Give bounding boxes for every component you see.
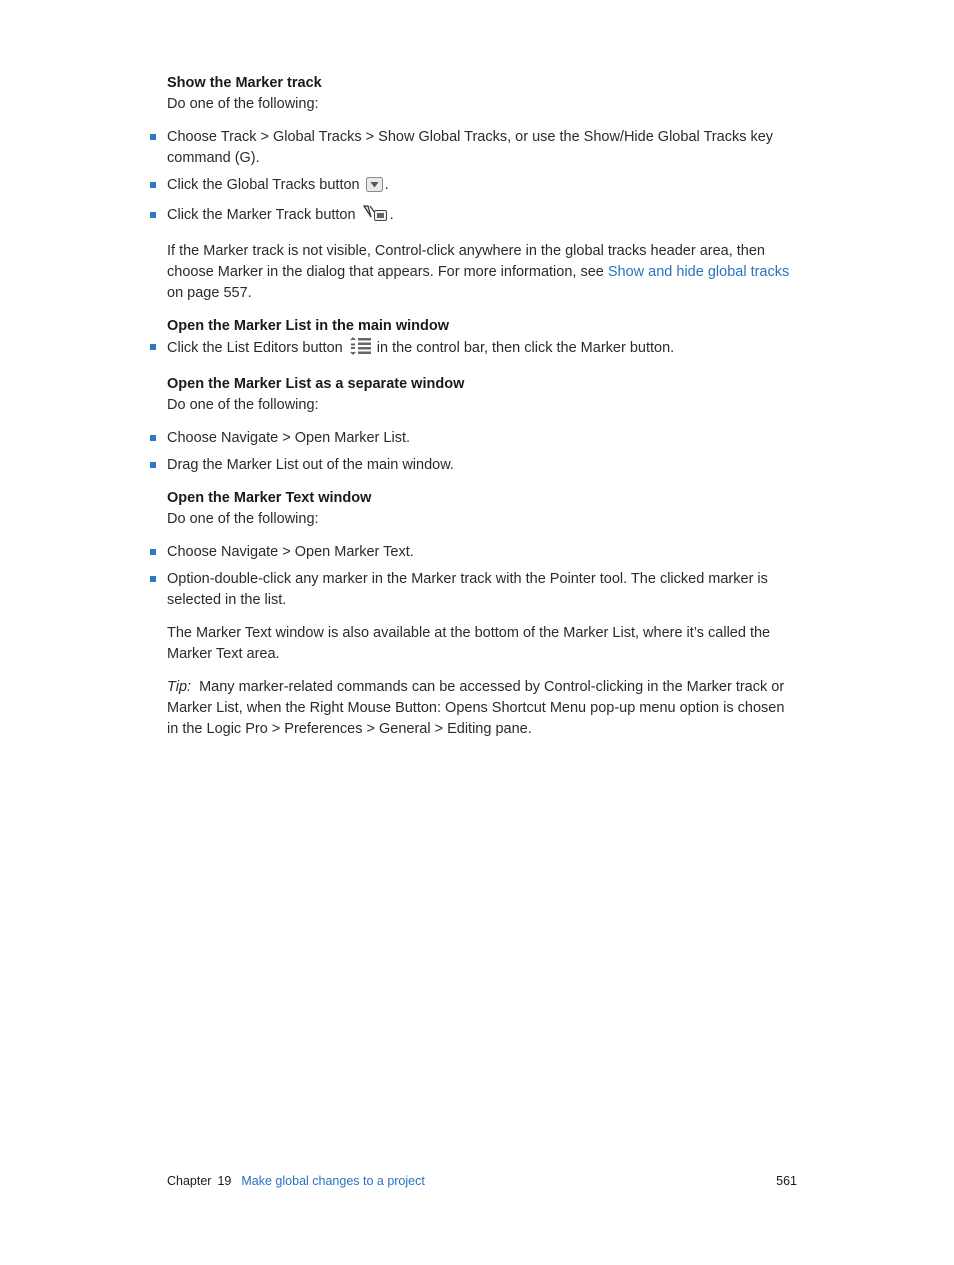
- section-list-separate: [167, 374, 797, 416]
- list-item-text: Choose Navigate > Open Marker Text.: [167, 544, 414, 560]
- section-marker-text: [167, 488, 797, 530]
- global-tracks-icon: [366, 177, 383, 199]
- bullet-list: [167, 428, 797, 476]
- bullet-list: [167, 127, 797, 229]
- section-heading: Show the Marker track: [167, 75, 322, 91]
- list-item-text: Choose Track > Global Tracks > Show Global Tracks, or use the Show/Hide Global Tracks key command (G).: [167, 129, 774, 166]
- list-item-text: Option-double-click any marker in the Marker track with the Pointer tool. The clicked marker is selected in the list.: [167, 571, 768, 608]
- intro-text: Do one of the following:: [167, 96, 319, 112]
- bullet-square-icon: [150, 344, 156, 350]
- bullet-square-icon: [150, 134, 156, 140]
- list-item: [167, 542, 797, 563]
- bullet-square-icon: [150, 576, 156, 582]
- bullet-square-icon: [150, 549, 156, 555]
- list-item: [167, 569, 797, 611]
- note-text: If the Marker track is not visible, Control-click anywhere in the global tracks header area, then choose Marker in the dialog that appears. For more information, see: [167, 243, 765, 280]
- intro-text: Do one of the following:: [167, 397, 319, 413]
- list-item: [167, 455, 797, 476]
- chapter-number: 19: [217, 1174, 232, 1188]
- list-editors-icon: [349, 337, 371, 362]
- list-item-text: .: [384, 177, 389, 193]
- note-paragraph: The Marker Text window is also available at the bottom of the Marker List, where it’s called the Marker Text area.: [167, 625, 771, 662]
- list-item-text: Drag the Marker List out of the main window.: [167, 457, 454, 473]
- tip-label: Tip:: [167, 679, 192, 695]
- bullet-list: [167, 337, 797, 362]
- chapter-title-link[interactable]: Make global changes to a project: [241, 1174, 425, 1188]
- tip-paragraph: [167, 677, 797, 740]
- section-marker-track: [167, 73, 797, 115]
- tip-text: Many marker-related commands can be accessed by Control-clicking in the Marker track or Marker List, when the Right Mouse Button: Opens Shortcut Menu pop-up menu option is chosen in the Logic Pro > Preferences > General > Editing pane.: [167, 679, 789, 737]
- list-item: [167, 175, 797, 199]
- section-heading: Open the Marker List as a separate window: [167, 376, 465, 392]
- bullet-square-icon: [150, 182, 156, 188]
- note-text: on page 557.: [167, 285, 252, 301]
- list-item-text: Choose Navigate > Open Marker List.: [167, 430, 410, 446]
- list-item: [167, 337, 797, 362]
- chapter-label: Chapter: [167, 1174, 212, 1188]
- bullet-square-icon: [150, 435, 156, 441]
- section-heading: Open the Marker List in the main window: [167, 318, 449, 334]
- bullet-list: [167, 542, 797, 611]
- page-number: 561: [776, 1174, 797, 1188]
- list-item-text: Click the Marker Track button: [167, 207, 360, 223]
- list-item-text: Click the Global Tracks button: [167, 177, 364, 193]
- page-footer: [167, 1172, 797, 1190]
- list-item-text: Click the List Editors button: [167, 340, 347, 356]
- marker-track-icon: [362, 205, 388, 229]
- list-item: [167, 205, 797, 229]
- section-heading: Open the Marker Text window: [167, 490, 372, 506]
- bullet-square-icon: [150, 462, 156, 468]
- page-content: [167, 73, 797, 740]
- note-paragraph: [167, 241, 797, 304]
- list-item: [167, 428, 797, 449]
- list-item-text: in the control bar, then click the Marker button.: [372, 340, 675, 356]
- bullet-square-icon: [150, 212, 156, 218]
- list-item: [167, 127, 797, 169]
- intro-text: Do one of the following:: [167, 511, 319, 527]
- show-hide-global-tracks-link[interactable]: Show and hide global tracks: [607, 264, 790, 280]
- list-item-text: .: [389, 207, 394, 223]
